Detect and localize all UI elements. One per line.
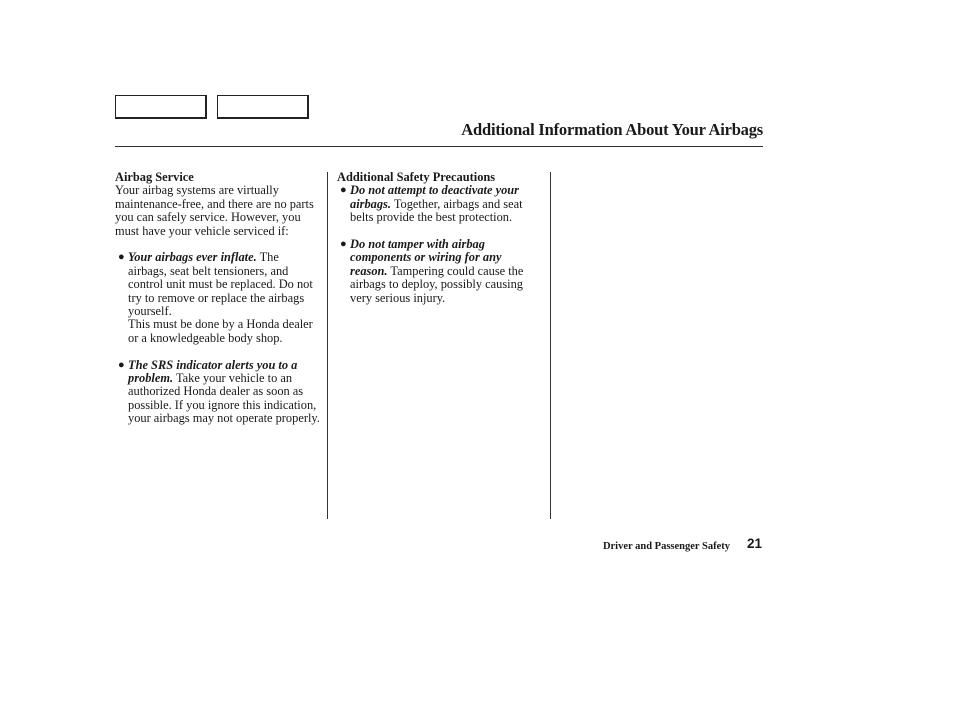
bullet-bold-text: Do not attempt to deactivate your airbags.: [350, 183, 519, 211]
title-divider: [115, 146, 763, 147]
airbag-service-intro: Your airbag systems are virtually maintenance-free, and there are no parts you can safely service. However, you must have your vehicle serviced if:: [115, 183, 314, 238]
bullet-bold-text: Your airbags ever inflate.: [128, 250, 257, 265]
nav-button-1[interactable]: [115, 95, 207, 119]
column-divider-1: [327, 172, 328, 519]
bullet-icon: ●: [118, 251, 125, 264]
bullet-icon: ●: [340, 184, 347, 197]
bullet-text: The airbags, seat belt tensioners, and control unit must be replaced. Do not try to remove or replace the airbags yourself.: [128, 250, 313, 319]
airbag-service-heading: Airbag Service: [115, 170, 194, 184]
bullet-text-continued: This must be done by a Honda dealer or a knowledgeable body shop.: [128, 317, 313, 345]
bullet-icon: ●: [118, 358, 125, 371]
airbag-service-column: [115, 171, 320, 426]
bullet-text: Take your vehicle to an authorized Honda dealer as soon as possible. If you ignore this indication, your airbags may not operate properly.: [128, 371, 320, 426]
column-divider-2: [550, 172, 551, 519]
list-item: [337, 238, 542, 305]
page-number: 21: [746, 536, 762, 551]
nav-button-2[interactable]: [217, 95, 309, 119]
bullet-bold-text: The SRS indicator alerts you to a problem.: [128, 357, 298, 386]
bullet-text: Tampering could cause the airbags to deploy, possibly causing very serious injury.: [350, 263, 524, 305]
page-title: Additional Information About Your Airbags: [461, 120, 763, 139]
bullet-bold-text: Do not tamper with airbag components or wiring for any reason.: [350, 237, 502, 278]
list-item: [115, 359, 320, 426]
footer-section-name: Driver and Passenger Safety: [602, 541, 730, 552]
safety-precautions-heading: Additional Safety Precautions: [337, 170, 496, 184]
list-item: [337, 184, 542, 224]
safety-precautions-column: [337, 171, 542, 305]
list-item: [115, 251, 320, 345]
bullet-icon: ●: [340, 238, 347, 251]
bullet-text: Together, airbags and seat belts provide the best protection.: [350, 196, 523, 225]
